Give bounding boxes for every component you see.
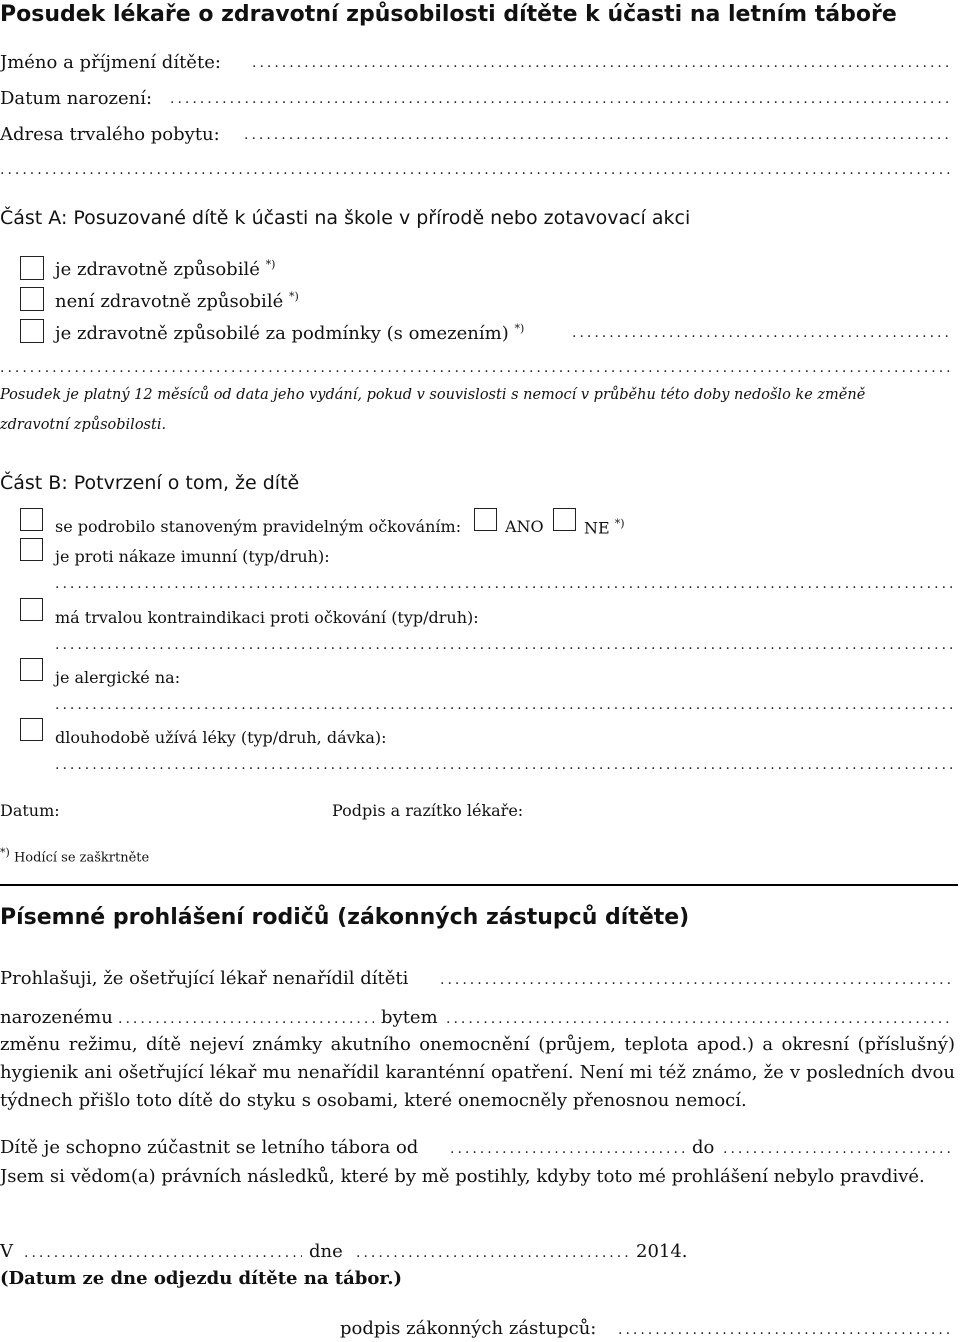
on-day-label: dne	[309, 1241, 343, 1262]
conditional-fit-checkbox[interactable]	[20, 319, 44, 343]
vaccination-no-label: NE *)	[584, 517, 625, 538]
unfit-option: není zdravotně způsobilé *)	[55, 290, 299, 312]
validity-note: Posudek je platný 12 měsíců od data jeho vydání, pokud v souvislosti s nemocí v průběhu této doby nedošlo ke změně	[0, 387, 866, 403]
medication-label: dlouhodobě užívá léky (typ/druh, dávka):	[55, 728, 387, 747]
vaccination-checkbox[interactable]	[20, 508, 43, 531]
camp-from-label: Dítě je schopno zúčastnit se letního tábora od	[0, 1137, 419, 1158]
section-divider	[0, 884, 958, 886]
born-label: narozenému	[0, 1007, 113, 1028]
place-label: V	[0, 1241, 13, 1262]
unfit-checkbox[interactable]	[20, 287, 44, 311]
doctor-date-label: Datum:	[0, 801, 60, 820]
fit-checkbox[interactable]	[20, 256, 44, 280]
contraindication-checkbox[interactable]	[20, 598, 43, 621]
immune-field[interactable]	[55, 576, 952, 592]
allergic-field[interactable]	[55, 697, 952, 713]
camp-from-field[interactable]	[450, 1141, 686, 1157]
vaccination-label: se podrobilo stanoveným pravidelným očkováním:	[55, 517, 462, 536]
allergic-checkbox[interactable]	[20, 658, 43, 681]
declaration-paragraph: změnu režimu, dítě nejeví známky akutního onemocnění (průjem, teplota apod.) a okresní (příslušný) hygienik ani ošetřující lékař mu nenařídil karanténní opatření. Není mi též známo, že v posledních dvou týdnech přišlo toto dítě do styku s osobami, které onemocněly přenosnou nemocí.	[0, 1034, 955, 1111]
parent-signature-field[interactable]	[618, 1322, 952, 1338]
declaration-line1: Prohlašuji, že ošetřující lékař nenařídil dítěti	[0, 968, 409, 989]
date-note: (Datum ze dne odjezdu dítěte na tábor.)	[0, 1268, 402, 1289]
address-field[interactable]	[244, 127, 952, 143]
awareness-statement: Jsem si vědom(a) právních následků, které by mě postihly, kdyby toto mé prohlášení nebylo pravdivé.	[0, 1166, 925, 1187]
part-b-heading: Část B: Potvrzení o tom, že dítě	[0, 472, 300, 494]
child-name-field[interactable]	[252, 55, 952, 71]
camp-to-field[interactable]	[723, 1141, 952, 1157]
born-date-field[interactable]	[118, 1011, 374, 1027]
immune-label: je proti nákaze imunní (typ/druh):	[55, 547, 330, 566]
fit-option: je zdravotně způsobilé *)	[55, 258, 276, 280]
part-a-heading: Část A: Posuzované dítě k účasti na škole v přírodě nebo zotavovací akci	[0, 207, 691, 229]
contraindication-field[interactable]	[55, 637, 952, 653]
immune-checkbox[interactable]	[20, 538, 43, 561]
declaration-heading: Písemné prohlášení rodičů (zákonných zástupců dítěte)	[0, 905, 690, 930]
year-label: 2014.	[636, 1241, 688, 1262]
page-title: Posudek lékaře o zdravotní způsobilosti dítěte k účasti na letním táboře	[0, 2, 897, 27]
parent-signature-label: podpis zákonných zástupců:	[340, 1318, 597, 1339]
vaccination-no-checkbox[interactable]	[553, 508, 576, 531]
place-field[interactable]	[24, 1245, 302, 1261]
footnote: *) Hodící se zaškrtněte	[0, 846, 150, 866]
allergic-label: je alergické na:	[55, 668, 181, 687]
validity-note-cont: zdravotní způsobilosti.	[0, 417, 167, 433]
address-label: Adresa trvalého pobytu:	[0, 124, 220, 145]
doctor-signature-label: Podpis a razítko lékaře:	[332, 801, 524, 820]
conditions-field[interactable]	[572, 325, 952, 341]
contraindication-label: má trvalou kontraindikaci proti očkování (typ/druh):	[55, 608, 479, 627]
camp-to-label: do	[692, 1137, 715, 1158]
medication-checkbox[interactable]	[20, 718, 43, 741]
conditional-fit-option: je zdravotně způsobilé za podmínky (s omezením) *)	[55, 322, 525, 344]
vaccination-yes-label: ANO	[505, 517, 544, 536]
residing-label: bytem	[381, 1007, 438, 1028]
address-field-line2[interactable]	[0, 162, 952, 178]
residing-field[interactable]	[446, 1011, 952, 1027]
birth-date-label: Datum narození:	[0, 88, 153, 109]
vaccination-yes-checkbox[interactable]	[474, 508, 497, 531]
child-field[interactable]	[440, 972, 952, 988]
birth-date-field[interactable]	[170, 91, 952, 107]
medication-field[interactable]	[55, 757, 952, 773]
day-field[interactable]	[356, 1245, 628, 1261]
conditions-field-line2[interactable]	[0, 360, 952, 376]
child-name-label: Jméno a příjmení dítěte:	[0, 52, 221, 73]
